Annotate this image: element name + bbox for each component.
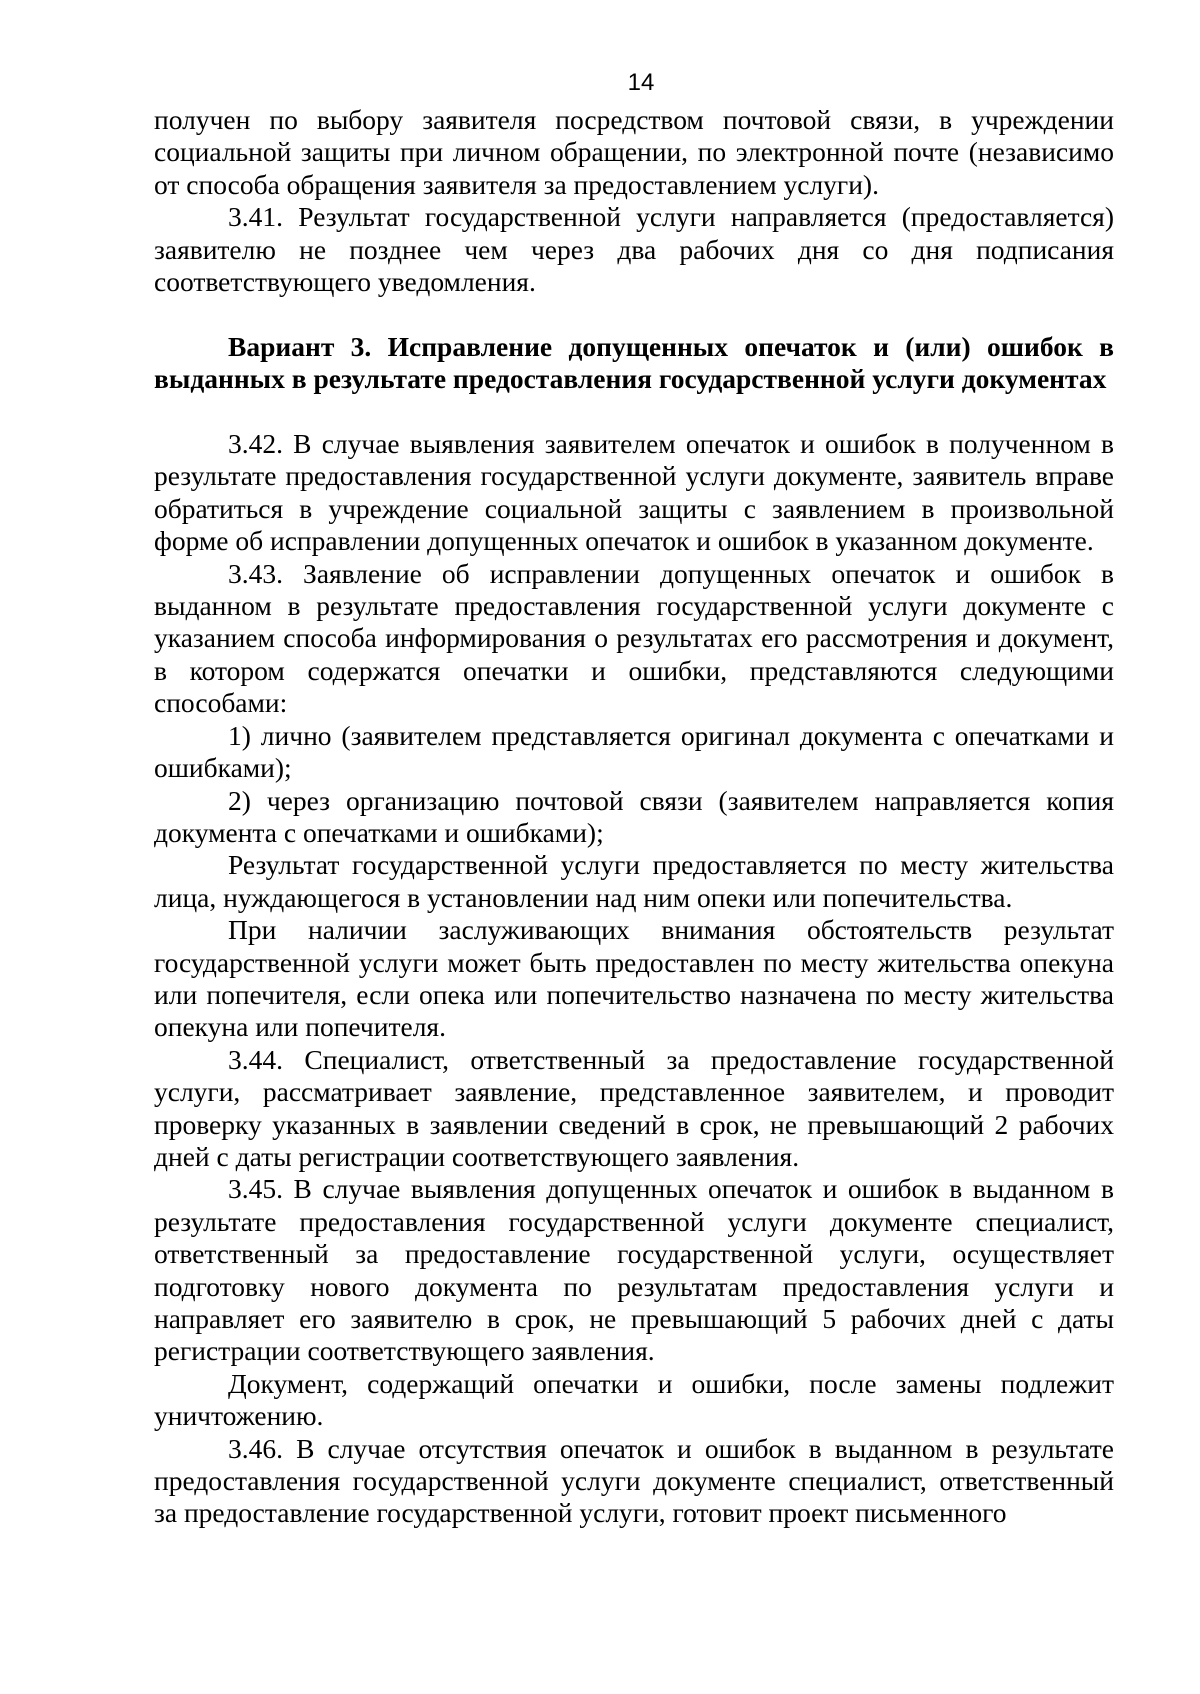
paragraph-result-place: Результат государственной услуги предоставляется по месту жительства лица, нуждающегося в установлении над ним опеки или попечительства. xyxy=(154,849,1114,913)
paragraph-3-43: 3.43. Заявление об исправлении допущенных опечаток и ошибок в выданном в результате предоставления государственной услуги документе с указанием способа информирования о результатах его рассмотрения и документ, в котором содержатся опечатки и ошибки, представляются следующими способами: xyxy=(154,557,1114,719)
paragraph-3-41: 3.41. Результат государственной услуги направляется (предоставляется) заявителю не позднее чем через два рабочих дня со дня подписания соответствующего уведомления. xyxy=(154,201,1114,298)
document-body xyxy=(154,104,1114,1530)
spacer xyxy=(154,298,1114,330)
paragraph-3-46: 3.46. В случае отсутствия опечаток и ошибок в выданном в результате предоставления государственной услуги документе специалист, ответственный за предоставление государственной услуги, готовит проект письменного xyxy=(154,1432,1114,1529)
paragraph-3-44: 3.44. Специалист, ответственный за предоставление государственной услуги, рассматривает заявление, представленное заявителем, и проводит проверку указанных в заявлении сведений в срок, не превышающий 2 рабочих дней с даты регистрации соответствующего заявления. xyxy=(154,1043,1114,1172)
page-number: 14 xyxy=(627,69,655,96)
paragraph-circumstances: При наличии заслуживающих внимания обстоятельств результат государственной услуги может быть предоставлен по месту жительства опекуна или попечителя, если опека или попечительство назначена по месту жительства опекуна или попечителя. xyxy=(154,914,1114,1043)
paragraph-continuation: получен по выбору заявителя посредством почтовой связи, в учреждении социальной защиты при личном обращении, по электронной почте (независимо от способа обращения заявителя за предоставлением услуги). xyxy=(154,104,1114,200)
paragraph-3-45: 3.45. В случае выявления допущенных опечаток и ошибок в выданном в результате предоставления государственной услуги документе специалист, ответственный за предоставление государственной услуги, осуществляет подготовку нового документа по результатам предоставления услуги и направляет его заявителю в срок, не превышающий 5 рабочих дней с даты регистрации соответствующего заявления. xyxy=(154,1173,1114,1367)
paragraph-3-42: 3.42. В случае выявления заявителем опечаток и ошибок в полученном в результате предоставления государственной услуги документе, заявитель вправе обратиться в учреждение социальной защиты с заявлением в произвольной форме об исправлении допущенных опечаток и ошибок в указанном документе. xyxy=(154,428,1114,557)
list-item-1: 1) лично (заявителем представляется оригинал документа с опечатками и ошибками); xyxy=(154,719,1114,784)
spacer xyxy=(154,396,1114,428)
section-heading-variant-3: Вариант 3. Исправление допущенных опечаток и (или) ошибок в выданных в результате предоставления государственной услуги документах xyxy=(154,330,1114,395)
paragraph-destruction: Документ, содержащий опечатки и ошибки, после замены подлежит уничтожению. xyxy=(154,1367,1114,1432)
list-item-2: 2) через организацию почтовой связи (заявителем направляется копия документа с опечатками и ошибками); xyxy=(154,784,1114,848)
